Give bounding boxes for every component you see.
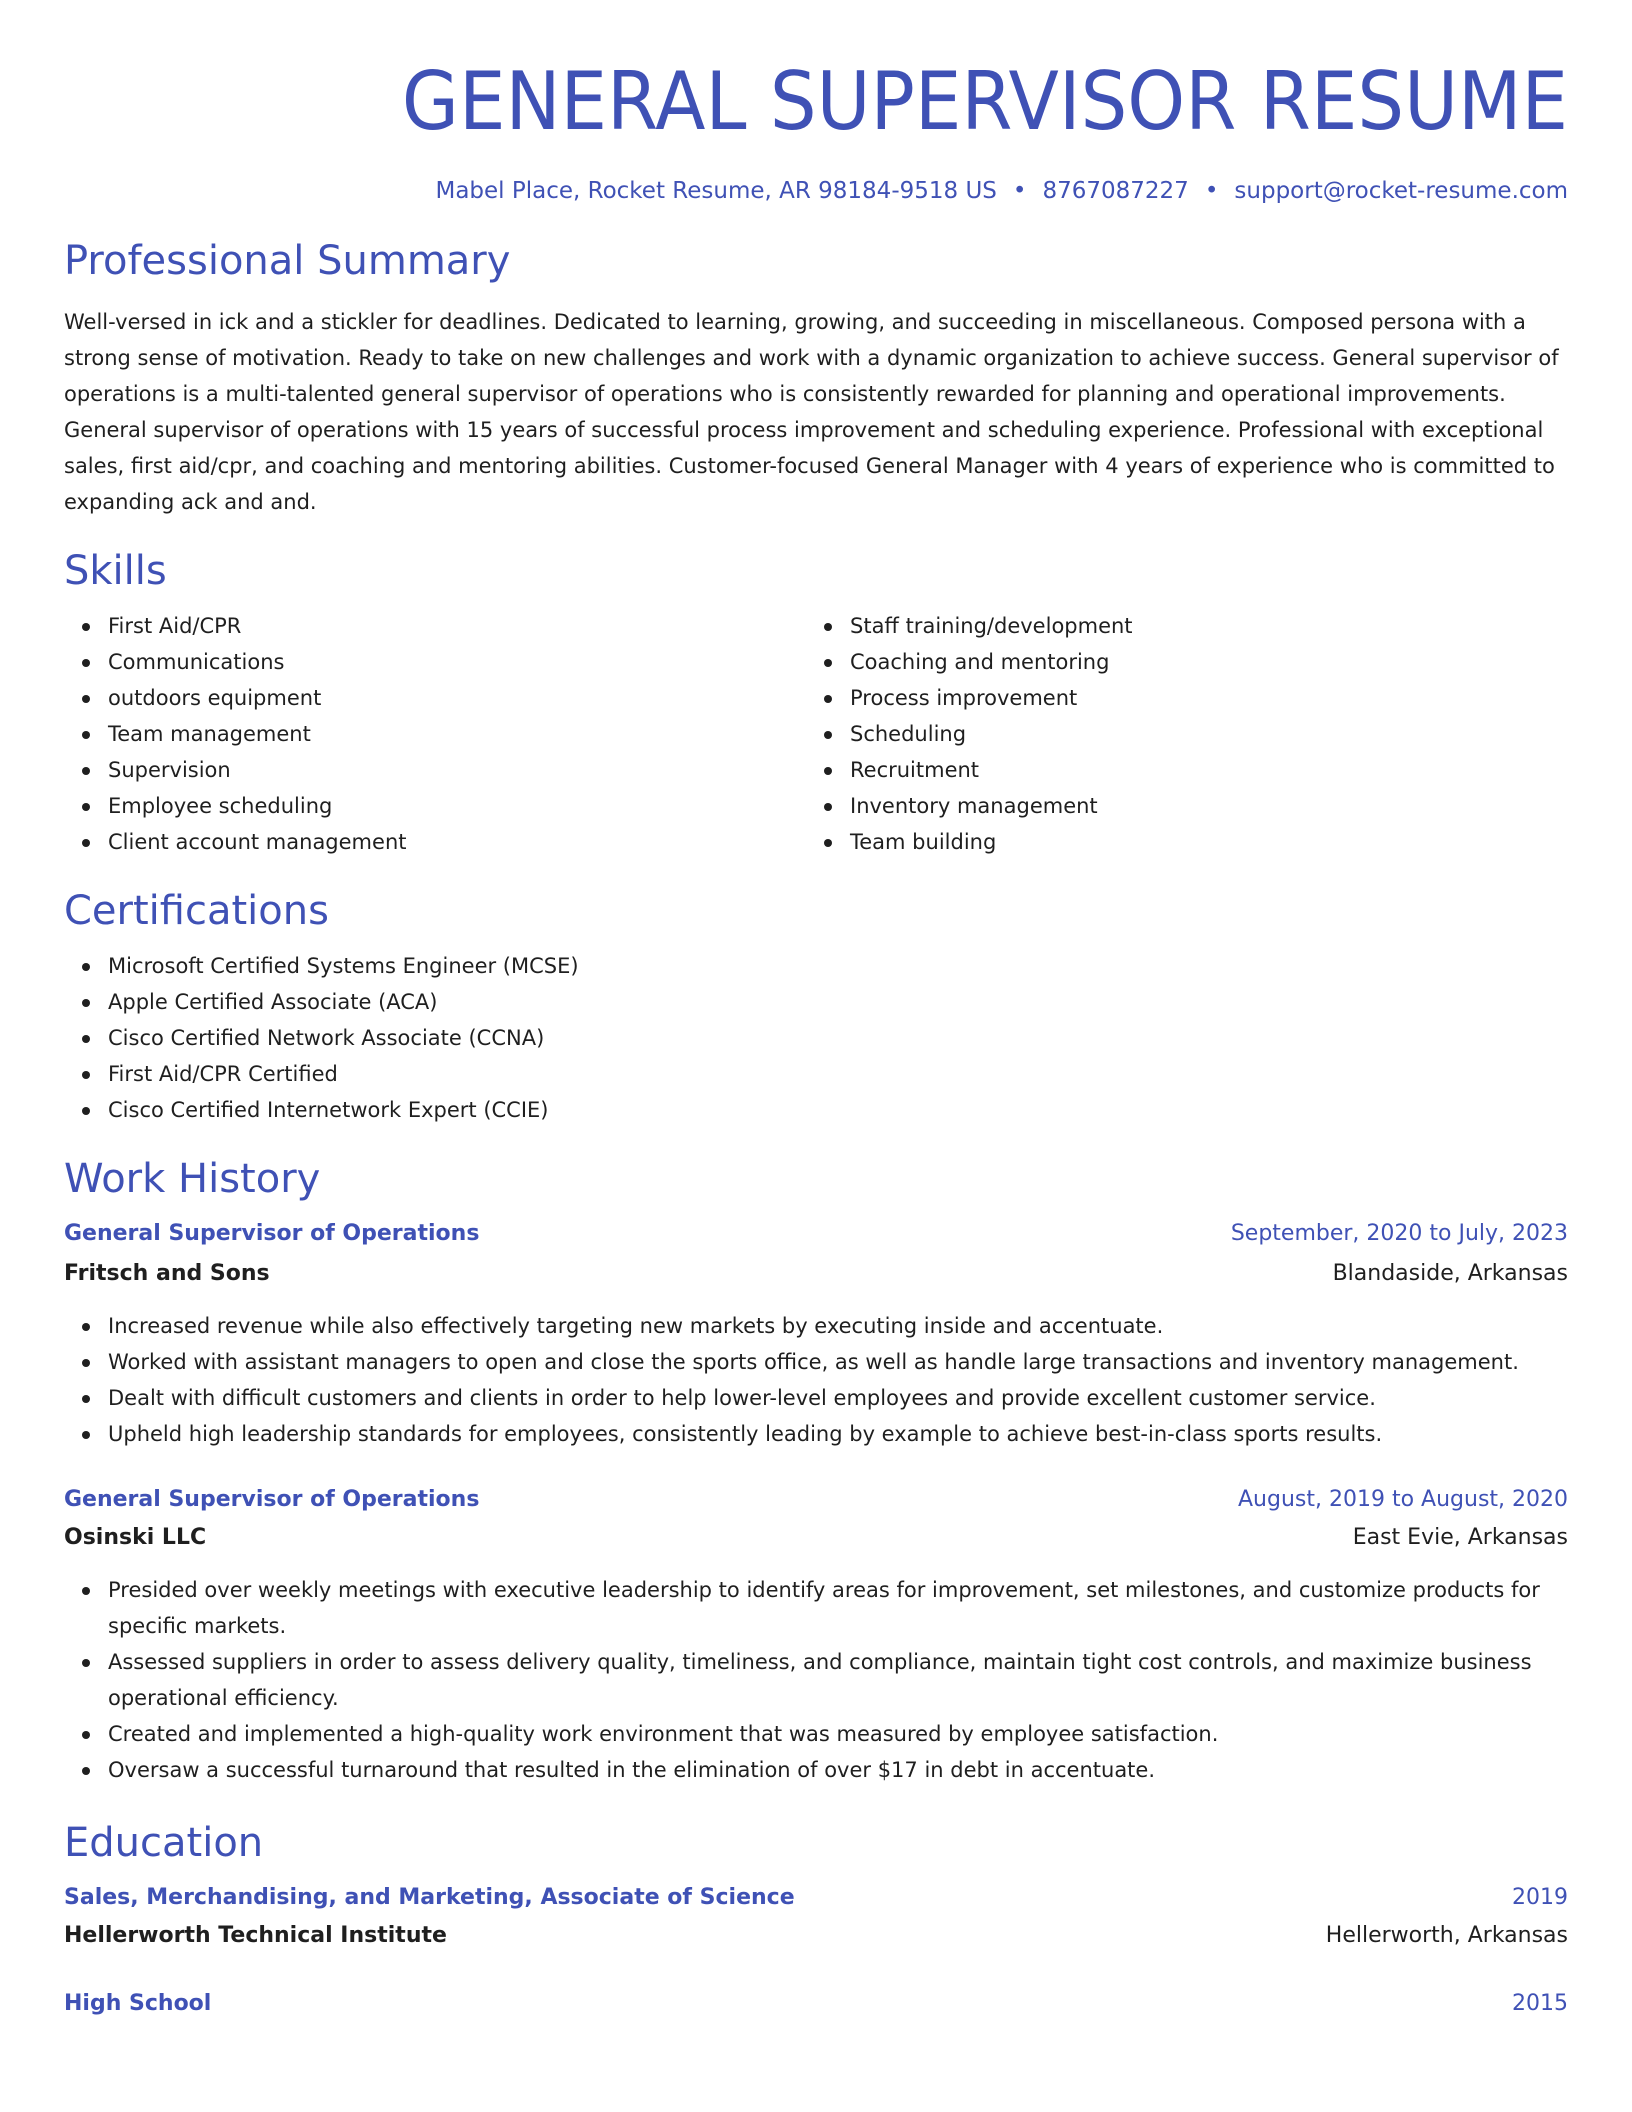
skills-column-left bbox=[64, 608, 806, 860]
education-year: 2015 bbox=[1512, 1991, 1568, 2016]
skills-heading: Skills bbox=[64, 548, 167, 594]
job-subheader bbox=[64, 1520, 1568, 1556]
certifications-list bbox=[64, 948, 1568, 1128]
education-heading: Education bbox=[64, 1820, 264, 1866]
skill-item: Inventory management bbox=[850, 788, 1548, 824]
education-header bbox=[64, 1986, 1568, 2022]
skill-item: Communications bbox=[108, 644, 806, 680]
skill-item: Recruitment bbox=[850, 752, 1548, 788]
education-subheader bbox=[64, 1918, 1568, 1954]
contact-separator: • bbox=[1012, 178, 1027, 204]
certifications-section bbox=[64, 886, 1568, 1128]
education-year: 2019 bbox=[1512, 1885, 1568, 1910]
job-header bbox=[64, 1482, 1568, 1518]
contact-phone: 8767087227 bbox=[1042, 178, 1189, 204]
contact-address: Mabel Place, Rocket Resume, AR 98184-9518 US bbox=[435, 178, 997, 204]
certification-item: Microsoft Certified Systems Engineer (MCSE) bbox=[108, 948, 1568, 984]
job-subheader bbox=[64, 1256, 1568, 1292]
job-bullet: Assessed suppliers in order to assess delivery quality, timeliness, and compliance, maintain tight cost controls, and maximize business operational efficiency. bbox=[108, 1644, 1568, 1716]
skill-item: outdoors equipment bbox=[108, 680, 806, 716]
job-dates: August, 2019 to August, 2020 bbox=[1238, 1487, 1568, 1512]
job-bullet: Presided over weekly meetings with executive leadership to identify areas for improvement, set milestones, and customize products for specific markets. bbox=[108, 1572, 1568, 1644]
certification-item: Apple Certified Associate (ACA) bbox=[108, 984, 1568, 1020]
job-location: Blandaside, Arkansas bbox=[1332, 1261, 1568, 1286]
education-degree: Sales, Merchandising, and Marketing, Associate of Science bbox=[64, 1885, 795, 1910]
contact-separator: • bbox=[1204, 178, 1219, 204]
contact-line bbox=[64, 176, 1568, 206]
education-degree: High School bbox=[64, 1991, 212, 2016]
job-bullet: Oversaw a successful turnaround that resulted in the elimination of over $17 in debt in accentuate. bbox=[108, 1752, 1568, 1788]
education-entry bbox=[64, 1986, 1568, 2022]
job-company: Fritsch and Sons bbox=[64, 1261, 270, 1286]
skills-column-right bbox=[806, 608, 1548, 860]
skill-item: Team building bbox=[850, 824, 1548, 860]
job-company: Osinski LLC bbox=[64, 1525, 207, 1550]
education-header bbox=[64, 1880, 1568, 1916]
contact-email[interactable]: support@rocket-resume.com bbox=[1234, 178, 1568, 204]
summary-section bbox=[64, 236, 1568, 520]
resume-header bbox=[64, 0, 1568, 206]
education-section bbox=[64, 1818, 1568, 2022]
skill-item: Team management bbox=[108, 716, 806, 752]
certification-item: Cisco Certified Internetwork Expert (CCIE) bbox=[108, 1092, 1568, 1128]
job-bullet: Upheld high leadership standards for employees, consistently leading by example to achieve best-in-class sports results. bbox=[108, 1416, 1568, 1452]
job-bullet: Increased revenue while also effectively targeting new markets by executing inside and accentuate. bbox=[108, 1308, 1568, 1344]
certification-item: First Aid/CPR Certified bbox=[108, 1056, 1568, 1092]
resume-title: GENERAL SUPERVISOR RESUME bbox=[401, 55, 1568, 148]
job-header bbox=[64, 1216, 1568, 1252]
job-bullets bbox=[64, 1308, 1568, 1452]
job-entry bbox=[64, 1216, 1568, 1452]
work-history-heading: Work History bbox=[64, 1156, 321, 1202]
education-location: Hellerworth, Arkansas bbox=[1325, 1923, 1568, 1948]
job-entry bbox=[64, 1482, 1568, 1788]
job-bullets bbox=[64, 1572, 1568, 1788]
job-title: General Supervisor of Operations bbox=[64, 1487, 480, 1512]
skill-item: Client account management bbox=[108, 824, 806, 860]
certification-item: Cisco Certified Network Associate (CCNA) bbox=[108, 1020, 1568, 1056]
job-title: General Supervisor of Operations bbox=[64, 1221, 480, 1246]
certifications-heading: Certifications bbox=[64, 888, 329, 934]
skill-item: First Aid/CPR bbox=[108, 608, 806, 644]
skill-item: Staff training/development bbox=[850, 608, 1548, 644]
job-dates: September, 2020 to July, 2023 bbox=[1230, 1221, 1568, 1246]
skill-item: Process improvement bbox=[850, 680, 1548, 716]
summary-text: Well-versed in ick and a stickler for deadlines. Dedicated to learning, growing, and succeeding in miscellaneous. Composed persona with a strong sense of motivation. Ready to take on new challenges and work with a dynamic organization to achieve success. General supervisor of operations is a multi-talented general supervisor of operations who is consistently rewarded for planning and operational improvements. General supervisor of operations with 15 years of successful process improvement and scheduling experience. Professional with exceptional sales, first aid/cpr, and coaching and mentoring abilities. Customer-focused General Manager with 4 years of experience who is committed to expanding ack and and. bbox=[64, 310, 1559, 514]
skills-section bbox=[64, 546, 1568, 860]
skill-item: Supervision bbox=[108, 752, 806, 788]
job-bullet: Created and implemented a high-quality work environment that was measured by employee satisfaction. bbox=[108, 1716, 1568, 1752]
skill-item: Scheduling bbox=[850, 716, 1548, 752]
education-school: Hellerworth Technical Institute bbox=[64, 1923, 447, 1948]
work-history-section bbox=[64, 1154, 1568, 1788]
skills-grid bbox=[64, 608, 1568, 860]
summary-heading: Professional Summary bbox=[64, 238, 511, 284]
job-location: East Evie, Arkansas bbox=[1352, 1525, 1568, 1550]
skill-item: Coaching and mentoring bbox=[850, 644, 1548, 680]
job-bullet: Worked with assistant managers to open and close the sports office, as well as handle large transactions and inventory management. bbox=[108, 1344, 1568, 1380]
job-bullet: Dealt with difficult customers and clients in order to help lower-level employees and provide excellent customer service. bbox=[108, 1380, 1568, 1416]
education-entry bbox=[64, 1880, 1568, 1954]
skill-item: Employee scheduling bbox=[108, 788, 806, 824]
